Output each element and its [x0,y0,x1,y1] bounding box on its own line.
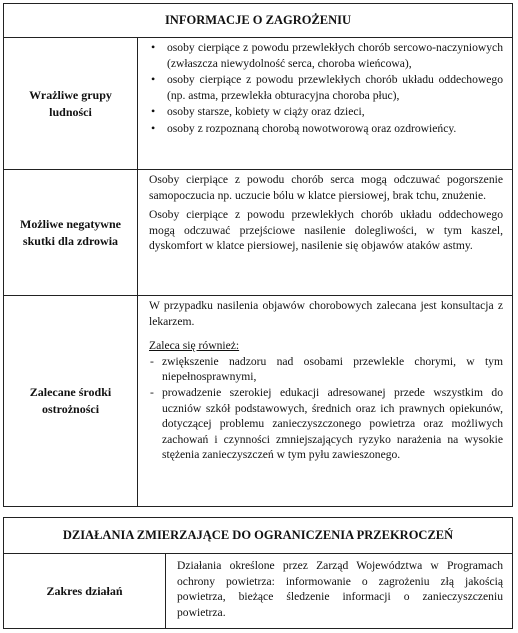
precautions-subheading: Zaleca się również: [149,339,240,353]
list-item: - prowadzenie szerokiej edukacji adresowanej przede wszystkim do uczniów szkół podstawowych, średnich oraz ich prawnych opiekunów, dotyczącej problemu zanieczyszczonego powietrza oraz możliwych zachowań i czynności zmniejszających ryzyko narażenia na wysokie stężenia zanieczyszczeń w tym pyłu zawieszonego. [149,385,503,463]
list-item: • osoby starsze, kobiety w ciąży oraz dzieci, [149,104,503,120]
effects-paragraph-heart: Osoby cierpiące z powodu chorób serca mogą odczuwać pogorszenie samopoczucia np. uczucie bólu w klatce piersiowej, brak tchu, znużenie. [149,173,503,202]
list-item: • osoby cierpiące z powodu przewlekłych chorób sercowo-naczyniowych (zwłaszcza niewydolność serca, choroba wieńcowa), [149,40,503,71]
row-content [138,38,512,169]
row-content [138,170,512,295]
row-scope [4,554,512,628]
precautions-list [149,354,503,463]
row-label: Zalecane środki ostrożności [4,296,138,506]
list-item: - zwiększenie nadzoru nad osobami przewlekle chorymi, w tym niepełnosprawnymi, [149,354,503,385]
table-title: INFORMACJE O ZAGROŻENIU [4,4,512,38]
row-label: Wrażliwe grupy ludności [4,38,138,169]
row-precautions [4,295,512,506]
table-title: DZIAŁANIA ZMIERZAJĄCE DO OGRANICZENIA PRZEKROCZEŃ [4,518,512,554]
row-content [138,296,512,506]
threat-info-table [3,3,513,507]
row-label: Zakres działań [4,554,166,628]
actions-table [3,517,513,629]
row-label: Możliwe negatywne skutki dla zdrowia [4,170,138,295]
precautions-paragraph: W przypadku nasilenia objawów chorobowych zalecana jest konsultacja z lekarzem. [149,299,503,328]
list-item: • osoby cierpiące z powodu przewlekłych chorób układu oddechowego (np. astma, przewlekła obturacyjna choroba płuc), [149,72,503,103]
effects-paragraph-respiratory: Osoby cierpiące z powodu przewlekłych chorób układu oddechowego mogą odczuwać przejściowe nasilenie dolegliwości, w tym kaszel, dyskomfort w klatce piersiowej, nasilenie się objawów ataków astmy. [149,208,503,253]
row-content: Działania określone przez Zarząd Województwa w Programach ochrony powietrza: informowanie o zagrożeniu złą jakością powietrza, bieżące śledzenie informacji o zanieczyszczeniu powietrza. [177,559,503,619]
sensitive-groups-list [149,40,503,137]
row-health-effects [4,169,512,295]
list-item: • osoby z rozpoznaną chorobą nowotworową oraz ozdrowieńcy. [149,121,503,137]
row-sensitive-groups [4,38,512,169]
